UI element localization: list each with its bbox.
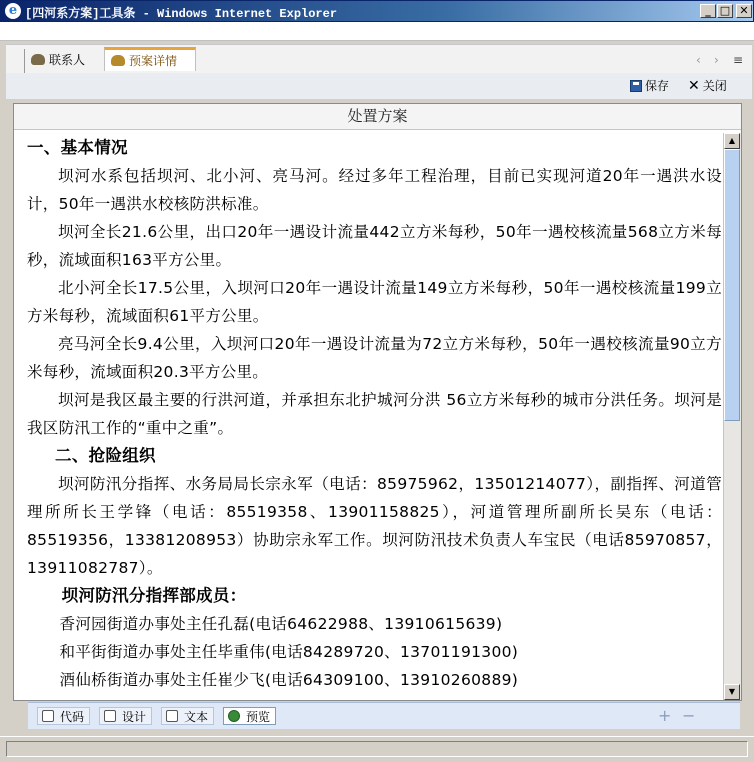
contacts-icon	[31, 54, 45, 65]
text-icon	[166, 710, 178, 722]
scroll-up-icon[interactable]: ▲	[724, 133, 740, 149]
minimize-button[interactable]: _	[700, 4, 716, 18]
status-bar	[0, 736, 754, 762]
save-button[interactable]	[630, 77, 669, 95]
code-mode-label: 代码	[60, 710, 85, 724]
member-line: 香河园街道办事处主任孔磊(电话64622988、13910615639)	[59, 615, 503, 633]
status-field	[6, 741, 748, 757]
member-line: 酒仙桥街道办事处主任崔少飞(电话64309100、13910260889)	[59, 671, 519, 689]
paragraph: 北小河全长17.5公里，入坝河口20年一遇设计流量149立方米每秒，50年一遇校核流量199立方米每秒，流域面积61平方公里。	[27, 279, 722, 325]
design-icon	[104, 710, 116, 722]
tab-menu-icon[interactable]: ≡	[733, 53, 744, 67]
scroll-down-icon[interactable]: ▼	[724, 684, 740, 700]
paragraph: 亮马河全长9.4公里，入坝河口20年一遇设计流量为72立方米每秒，50年一遇校核流量90立方米每秒，流域面积20.3平方公里。	[27, 335, 722, 381]
scroll-thumb[interactable]	[724, 149, 740, 421]
plan-panel	[13, 103, 742, 701]
code-icon	[42, 710, 54, 722]
text-mode-label: 文本	[184, 710, 209, 724]
close-button[interactable]	[688, 77, 727, 95]
plan-details-icon	[111, 55, 125, 66]
design-mode-label: 设计	[122, 710, 147, 724]
preview-icon	[228, 710, 240, 722]
tab-plan-details[interactable]	[104, 47, 196, 71]
save-icon	[630, 80, 642, 92]
text-mode-button[interactable]	[161, 707, 214, 725]
design-mode-button[interactable]	[99, 707, 152, 725]
toolbar	[6, 73, 752, 99]
maximize-button[interactable]: □	[717, 4, 733, 18]
subsection-heading: 坝河防汛分指挥部成员：	[61, 586, 247, 605]
member-line: 和平街街道办事处主任毕重伟(电话84289720、13701191300)	[59, 643, 519, 661]
section-heading: 二、抢险组织	[55, 446, 156, 465]
tab-bar	[6, 44, 752, 74]
panel-title: 处置方案	[14, 104, 741, 130]
preview-mode-button[interactable]	[223, 707, 276, 725]
preview-mode-label: 预览	[246, 710, 271, 724]
paragraph: 坝河防汛分指挥、水务局局长宗永军（电话：85975962，13501214077），副指挥、河道管理所所长王学锋（电话：85519358、13901158825），河道管理所副所长吴东（电话：85519356，13381208953）协助宗永军工作。坝河防汛技术负责人车宝民（电话85970857，13911082787）。	[27, 475, 722, 577]
browser-content-top	[0, 22, 754, 41]
code-mode-button[interactable]	[37, 707, 90, 725]
zoom-out-icon[interactable]: −	[682, 706, 696, 725]
paragraph: 坝河是我区最主要的行洪河道，并承担东北护城河分洪 56立方米每秒的城市分洪任务。坝河是我区防汛工作的“重中之重”。	[27, 391, 722, 437]
window-close-button[interactable]: ✕	[736, 4, 752, 18]
close-label: 关闭	[702, 79, 727, 93]
editor-mode-bar	[28, 702, 740, 729]
window-title: [四河系方案]工具条 - Windows Internet Explorer	[25, 7, 338, 21]
tab-contacts[interactable]	[24, 49, 102, 73]
ie-icon: e	[5, 3, 21, 19]
vertical-scrollbar[interactable]	[723, 133, 741, 700]
tab-plan-details-label: 预案详情	[129, 54, 178, 68]
rich-text-editor[interactable]	[27, 134, 722, 699]
section-heading: 一、基本情况	[27, 138, 128, 157]
close-icon: ✕	[688, 78, 700, 94]
paragraph: 坝河全长21.6公里，出口20年一遇设计流量442立方米每秒，50年一遇校核流量568立方米每秒，流域面积163平方公里。	[27, 223, 722, 269]
tab-contacts-label: 联系人	[49, 53, 86, 67]
zoom-in-icon[interactable]: +	[658, 706, 672, 725]
window-titlebar	[0, 0, 754, 22]
tab-next-icon[interactable]: ›	[714, 53, 719, 67]
save-label: 保存	[645, 79, 670, 93]
tab-prev-icon[interactable]: ‹	[696, 53, 701, 67]
paragraph: 坝河水系包括坝河、北小河、亮马河。经过多年工程治理，目前已实现河道20年一遇洪水设计，50年一遇洪水校核防洪标准。	[27, 167, 722, 213]
